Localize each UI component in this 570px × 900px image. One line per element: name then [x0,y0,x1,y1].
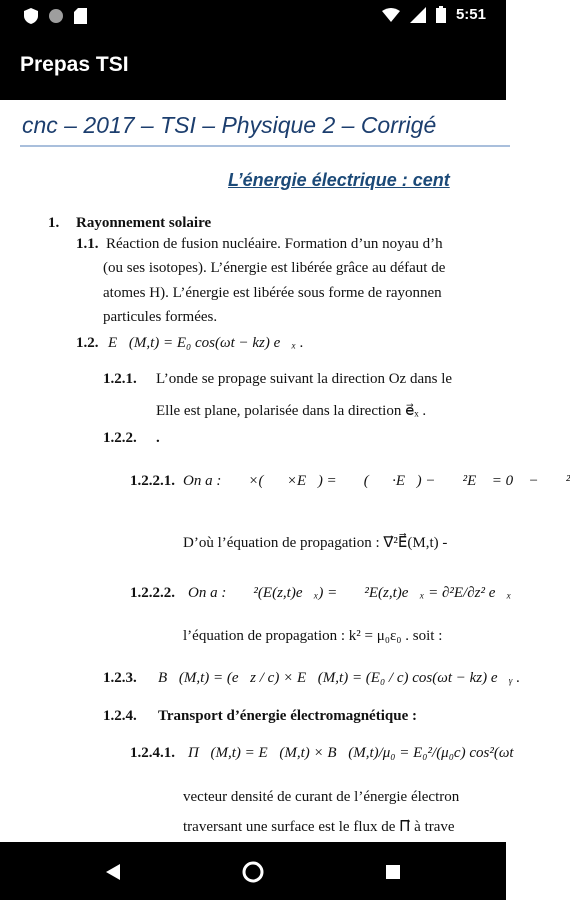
recents-icon [385,864,401,880]
text-line: atomes H). L’énergie est libérée sous forme de rayonnen [103,285,442,301]
equation: On a : ∇⃗²(E(z,t)e⃗ₓ) = ∇⃗²E(z,t)e⃗ₓ = ∂²E/∂z² e⃗ₓ [188,585,512,601]
item-number: 1.2.2. [103,430,137,446]
text-line: traversant une surface est le flux de Π⃗ à trave [183,819,455,835]
back-icon [105,863,121,881]
item-number: 1.2.4. [103,708,137,724]
status-time: 5:51 [455,6,486,23]
text-line: Elle est plane, polarisée dans la direction e⃗ₓ . [156,403,427,419]
back-button[interactable] [99,858,127,886]
item-number: 1.2.2.1. [130,473,175,489]
navigation-bar [0,842,506,900]
wifi-icon [382,8,400,22]
item-number: 1.1. [76,236,99,252]
header-divider [20,145,510,147]
item-number: 1.2.1. [103,371,137,387]
text-line: . [156,430,160,446]
status-system-icons [382,6,486,23]
text-line: (ou ses isotopes). L’énergie est libérée grâce au défaut de [103,260,446,276]
home-icon [242,861,264,883]
text-line: vecteur densité de curant de l’énergie électron [183,789,460,805]
shield-icon [24,8,38,24]
item-number: 1.2.3. [103,670,137,686]
equation: Π⃗(M,t) = E⃗(M,t) × B⃗(M,t)/μ₀ = E₀²/(μ₀c) cos²(ωt [188,745,514,761]
circle-icon [48,8,64,24]
text-line: Réaction de fusion nucléaire. Formation d’un noyau d’h [106,236,443,252]
section-title: L’énergie électrique : cent [228,170,450,190]
item-number: 1. [48,215,60,231]
item-heading: Rayonnement solaire [76,215,212,231]
text-line: particules formées. [103,309,218,325]
equation: On a : ∇⃗×(∇⃗×E⃗) = ∇⃗(∇⃗·E⃗) − ∇⃗²E⃗ = 0⃗ − ∇⃗² [183,473,570,489]
signal-icon [410,7,426,23]
battery-icon [436,6,446,23]
status-notification-icons [24,8,87,24]
equation: B⃗(M,t) = (e⃗z / c) × E⃗(M,t) = (E₀ / c) cos(ωt − kz) e⃗ᵧ . [158,670,521,686]
home-button[interactable] [239,858,267,886]
item-number: 1.2.2.2. [130,585,175,601]
app-bar [0,32,506,100]
item-number: 1.2.4.1. [130,745,175,761]
sd-card-icon [74,8,87,24]
document-viewer[interactable] [0,100,570,842]
text-line: L’onde se propage suivant la direction Oz dans le [156,371,453,387]
equation: l’équation de propagation : k² = μ₀ε₀ . soit : [183,628,443,644]
document-header: cnc – 2017 – TSI – Physique 2 – Corrigé [22,112,437,138]
status-bar [0,0,506,32]
equation: D’où l’équation de propagation : ∇⃗²E⃗(M,t) - [183,535,448,551]
app-title: Prepas TSI [20,53,129,76]
item-heading: Transport d’énergie électromagnétique : [158,708,417,724]
equation: E⃗(M,t) = E₀ cos(ωt − kz) e⃗ₓ . [108,335,304,351]
recents-button[interactable] [379,858,407,886]
item-number: 1.2. [76,335,99,351]
